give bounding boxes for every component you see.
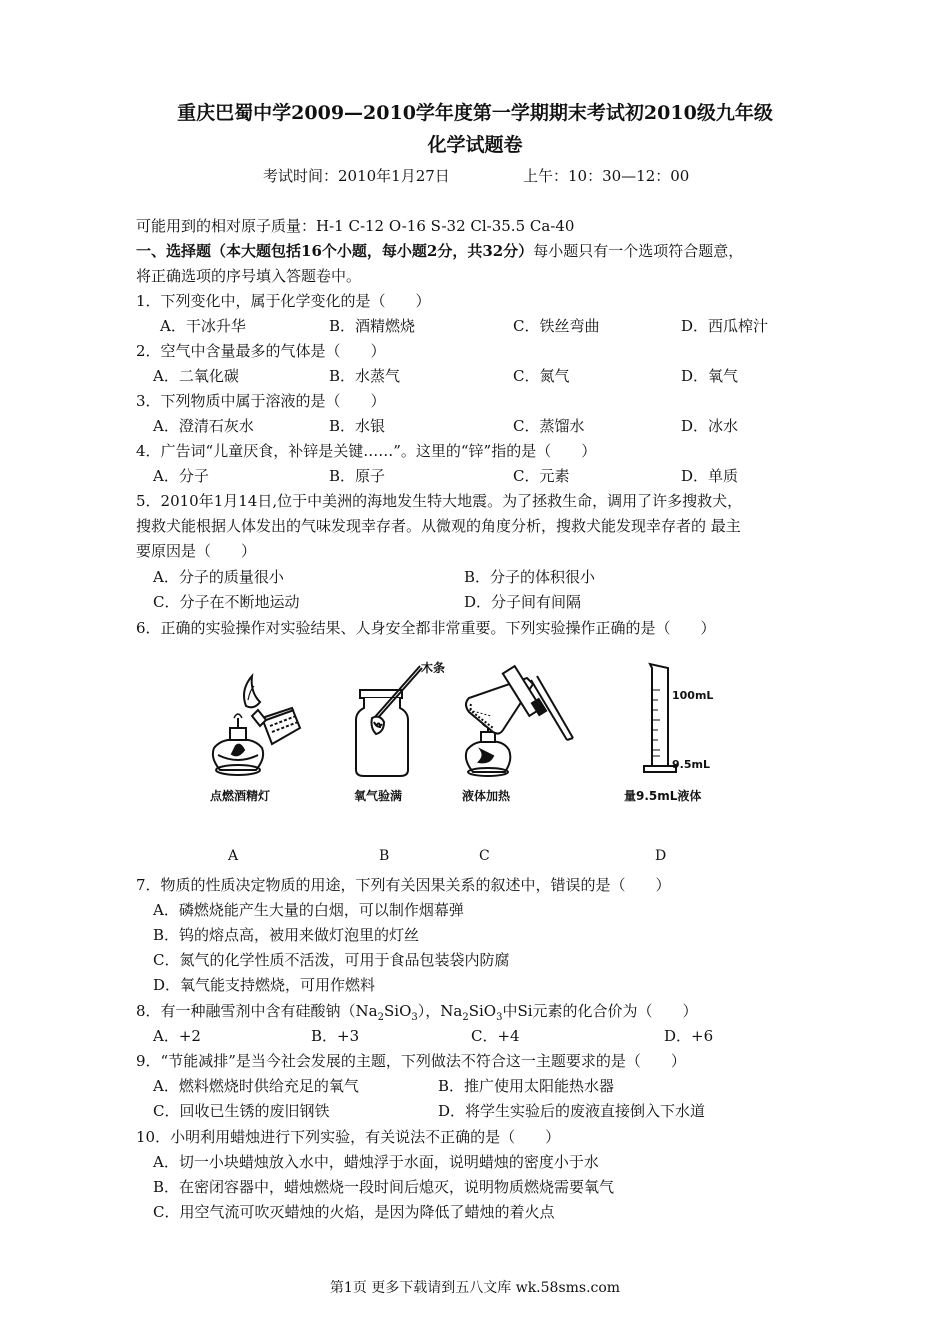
q4-option-c: C．元素: [513, 467, 570, 485]
session-time: 上午：10：30—12：00: [523, 167, 690, 185]
q10-option-b: B．在密闭容器中，蜡烛燃烧一段时间后熄灭，说明物质燃烧需要氧气: [153, 1178, 615, 1196]
q1-option-c: C．铁丝弯曲: [513, 317, 600, 335]
figure-b-caption: 氧气验满: [354, 789, 403, 803]
q3-option-b: B．水银: [329, 417, 386, 435]
q3-option-a: A．澄清石灰水: [153, 417, 254, 435]
figure-a-alcohol-lamp: [200, 670, 310, 785]
figure-letter-d: D: [655, 848, 667, 864]
question-5-stem-line1: 5．2010年1月14日,位于中美洲的海地发生特大地震。为了拯救生命，调用了许多搜救犬，: [136, 492, 743, 510]
q8-sub-3: 2: [462, 1012, 469, 1023]
q7-option-d: D．氧气能支持燃烧，可用作燃料: [153, 976, 376, 994]
q10-option-a: A．切一小块蜡烛放入水中，蜡烛浮于水面，说明蜡烛的密度小于水: [153, 1153, 599, 1171]
q4-option-a: A．分子: [153, 467, 209, 485]
q9-option-c: C．回收已生锈的废旧钢铁: [153, 1102, 330, 1120]
question-2-stem: 2．空气中含量最多的气体是（ ）: [136, 342, 386, 360]
q5-option-a: A．分子的质量很小: [153, 568, 284, 586]
section1-instruction-2: 将正确选项的序号填入答题卷中。: [136, 267, 362, 285]
question-3-stem: 3．下列物质中属于溶液的是（ ）: [136, 392, 386, 410]
page-subtitle: 化学试题卷: [427, 134, 523, 156]
question-9-stem: 9．“节能减排”是当今社会发展的主题，下列做法不符合这一主题要求的是（ ）: [136, 1052, 686, 1070]
question-4-stem: 4．广告词“儿童厌食，补锌是关键……”。这里的“锌”指的是（ ）: [136, 442, 597, 460]
section1-heading: [136, 240, 743, 262]
q1-option-a: A．干冰升华: [160, 317, 246, 335]
q7-option-c: C．氮气的化学性质不活泼，可用于食品包装袋内防腐: [153, 951, 510, 969]
exam-time: 考试时间：2010年1月27日: [263, 167, 450, 185]
figure-c-caption: 液体加热: [462, 789, 511, 803]
question-5-stem-line2: 搜救犬能根据人体发出的气味发现幸存者。从微观的角度分析，搜救犬能发现幸存者的 最主: [136, 517, 741, 535]
q5-option-d: D．分子间有间隔: [464, 593, 582, 611]
q7-option-a: A．磷燃烧能产生大量的白烟，可以制作烟幕弹: [153, 901, 464, 919]
q5-option-c: C．分子在不断地运动: [153, 593, 300, 611]
q8-stem-d: SiO: [468, 1002, 497, 1020]
q8-option-b: B．+3: [311, 1027, 360, 1045]
cylinder-mark-100ml: 100mL: [672, 689, 714, 702]
q7-option-b: B．钨的熔点高，被用来做灯泡里的灯丝: [153, 926, 420, 944]
section1-instruction: 每小题只有一个选项符合题意，: [533, 242, 744, 260]
q9-option-a: A．燃料燃烧时供给充足的氧气: [153, 1077, 359, 1095]
q8-stem-a: 8．有一种融雪剂中含有硅酸钠（Na: [136, 1002, 378, 1020]
q3-option-c: C．蒸馏水: [513, 417, 585, 435]
q4-option-b: B．原子: [329, 467, 386, 485]
q2-option-a: A．二氧化碳: [153, 367, 239, 385]
q2-option-c: C．氮气: [513, 367, 570, 385]
question-6-stem: 6．正确的实验操作对实验结果、人身安全都非常重要。下列实验操作正确的是（ ）: [136, 619, 716, 637]
figure-letter-c: C: [479, 848, 490, 864]
stick-label: 木条: [421, 661, 446, 675]
q9-option-b: B．推广使用太阳能热水器: [438, 1077, 615, 1095]
q8-stem-e: 中Si元素的化合价为（ ）: [502, 1002, 698, 1020]
figure-letter-b: B: [379, 848, 390, 864]
question-7-stem: 7．物质的性质决定物质的用途，下列有关因果关系的叙述中，错误的是（ ）: [136, 876, 671, 894]
figure-letter-a: A: [228, 848, 239, 864]
q8-sub-4: 3: [496, 1012, 503, 1023]
q8-option-d: D．+6: [664, 1027, 714, 1045]
atomic-masses: 可能用到的相对原子质量：H-1 C-12 O-16 S-32 Cl-35.5 Ca-40: [136, 217, 575, 235]
figure-a-caption: 点燃酒精灯: [210, 789, 271, 803]
page-footer: 第1页 更多下载请到五八文库 wk.58sms.com: [329, 1280, 621, 1296]
question-1-stem: 1．下列变化中，属于化学变化的是（ ）: [136, 292, 431, 310]
question-10-stem: 10．小明利用蜡烛进行下列实验，有关说法不正确的是（ ）: [136, 1128, 561, 1146]
q2-option-d: D．氧气: [681, 367, 739, 385]
figure-c-liquid-heating: [455, 660, 580, 785]
q5-option-b: B．分子的体积很小: [464, 568, 596, 586]
q8-option-a: A．+2: [153, 1027, 201, 1045]
question-5-stem-line3: 要原因是（ ）: [136, 542, 257, 560]
q1-option-d: D．西瓜榨汁: [681, 317, 769, 335]
q8-option-c: C．+4: [471, 1027, 520, 1045]
q9-option-d: D．将学生实验后的废液直接倒入下水道: [438, 1102, 706, 1120]
cylinder-mark-9-5ml: 9.5mL: [672, 758, 710, 771]
q3-option-d: D．冰水: [681, 417, 739, 435]
q8-sub-2: 3: [411, 1012, 418, 1023]
q8-stem-c: ），Na: [417, 1002, 463, 1020]
figure-b-oxygen-bottle: [350, 660, 450, 785]
q4-option-d: D．单质: [681, 467, 739, 485]
q8-stem-b: SiO: [384, 1002, 412, 1020]
q1-option-b: B．酒精燃烧: [329, 317, 416, 335]
section1-title: 一、选择题（本大题包括16个小题，每小题2分，共32分）: [136, 242, 534, 260]
page-title: 重庆巴蜀中学2009—2010学年度第一学期期末考试初2010级九年级: [177, 102, 773, 124]
question-8-stem: [136, 1000, 698, 1029]
figure-d-caption: 量9.5mL液体: [624, 789, 702, 803]
q2-option-b: B．水蒸气: [329, 367, 401, 385]
q10-option-c: C．用空气流可吹灭蜡烛的火焰，是因为降低了蜡烛的着火点: [153, 1203, 555, 1221]
q8-sub-1: 2: [377, 1012, 384, 1023]
